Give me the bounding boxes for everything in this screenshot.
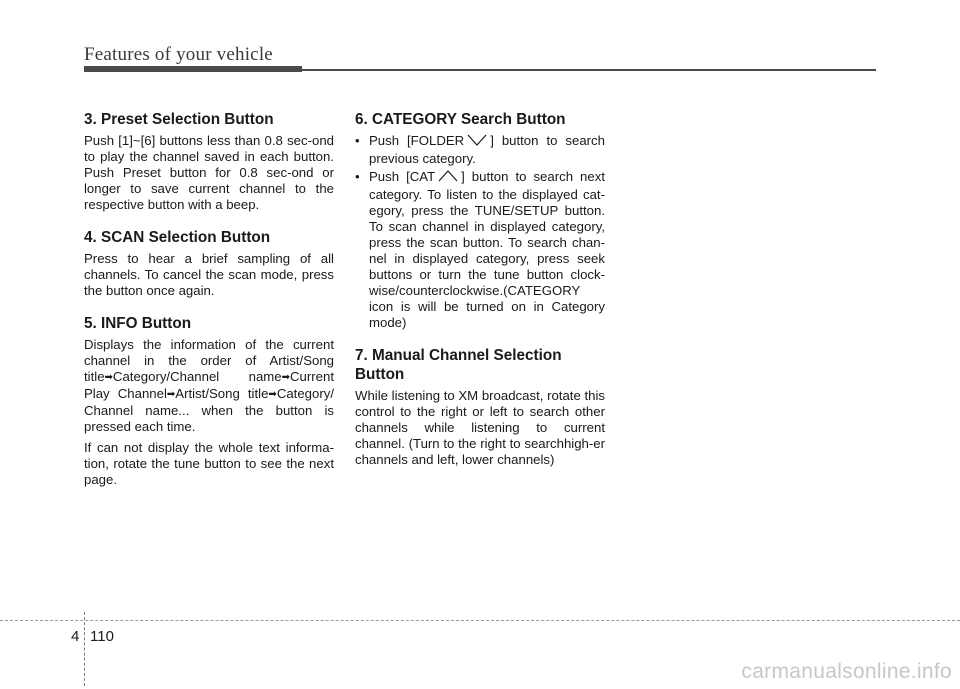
arrow-right-icon: ➡ bbox=[281, 372, 291, 383]
arrow-right-icon: ➡ bbox=[104, 372, 113, 383]
left-column bbox=[84, 110, 334, 503]
category-search-heading: 6. CATEGORY Search Button bbox=[355, 111, 566, 128]
section-preset-selection bbox=[84, 110, 334, 213]
info-text-part: Current Play Channel bbox=[84, 369, 334, 401]
section-scan-selection bbox=[84, 228, 334, 299]
list-item bbox=[355, 133, 605, 167]
info-button-heading: 5. INFO Button bbox=[84, 315, 192, 332]
cat-text-pre: Push [CAT bbox=[369, 169, 436, 184]
page-number: 110 bbox=[90, 628, 114, 645]
arrow-right-icon: ➡ bbox=[166, 389, 176, 400]
preset-selection-text: Push [1]~[6] buttons less than 0.8 sec-ond to play the channel saved in each button. Push Preset button for 0.8 sec-ond or longer to save current channel to the respective button with a beep. bbox=[84, 133, 334, 212]
footer-divider bbox=[84, 612, 85, 686]
scan-selection-heading: 4. SCAN Selection Button bbox=[84, 229, 271, 246]
scan-selection-text: Press to hear a brief sampling of all channels. To cancel the scan mode, press the button once again. bbox=[84, 251, 334, 298]
footer-rule bbox=[0, 620, 960, 621]
folder-text-pre: Push [FOLDER bbox=[369, 133, 465, 148]
cat-text-post: ] button to search next category. To listen to the displayed cat-egory, press the TUNE/SETUP button. To scan channel in displayed category, press the scan button. To search chan-nel in displayed category, press seek buttons or turn the tune button clock-wise/counterclockwise.(CATEGORY icon is will be turned on in Category mode) bbox=[369, 169, 605, 330]
section-manual-channel bbox=[355, 346, 605, 468]
bullet-icon: • bbox=[355, 133, 360, 148]
manual-channel-heading: 7. Manual Channel Selection Button bbox=[355, 347, 562, 383]
section-info-button bbox=[84, 314, 334, 488]
info-text-part: Category/ Channel name... when the button is pressed each time. bbox=[84, 386, 334, 434]
manual-channel-text: While listening to XM broadcast, rotate this control to the right or left to search other channels while listening to current channel. (Turn to the right to searchhigh-er channels and left, lower channels) bbox=[355, 388, 605, 467]
section-category-search bbox=[355, 110, 605, 331]
category-search-list bbox=[355, 133, 605, 331]
info-button-text bbox=[84, 337, 334, 435]
chevron-up-icon bbox=[437, 169, 459, 187]
watermark: carmanualsonline.info bbox=[741, 660, 952, 683]
page-header-title: Features of your vehicle bbox=[84, 44, 273, 65]
info-text-part: Category/Channel name bbox=[112, 369, 282, 384]
info-button-text-2: If can not display the whole text informa-tion, rotate the tune button to see the next page. bbox=[84, 440, 334, 487]
preset-selection-heading: 3. Preset Selection Button bbox=[84, 111, 274, 128]
arrow-right-icon: ➡ bbox=[268, 389, 277, 400]
folder-text-post: ] button to search previous category. bbox=[369, 133, 605, 166]
info-text-part: Artist/Song title bbox=[175, 386, 269, 401]
info-text-part: Displays the information of the current channel in the order of Artist/Song title bbox=[84, 337, 334, 384]
chevron-down-icon bbox=[466, 133, 488, 151]
header-rule-thick bbox=[84, 66, 302, 72]
bullet-icon: • bbox=[355, 169, 360, 184]
right-column bbox=[355, 110, 605, 483]
chapter-number: 4 bbox=[71, 628, 80, 645]
header-rule-thin bbox=[302, 69, 876, 71]
list-item bbox=[355, 169, 605, 331]
